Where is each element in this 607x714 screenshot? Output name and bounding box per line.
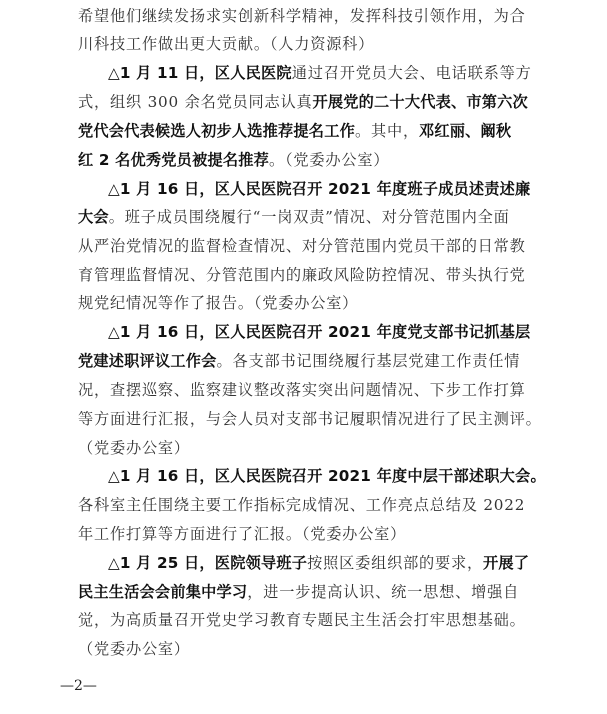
- bold-text-span: 邓红丽、阚秋: [418, 122, 512, 140]
- text-line-15: [78, 409, 548, 429]
- text-line-18: [78, 495, 548, 515]
- bold-text-span: 党建述职评议工作会: [78, 352, 217, 370]
- text-line-5: [78, 121, 548, 141]
- text-line-3: [108, 63, 548, 83]
- text-span: 。班子成员围绕履行“一岗双责”情况、对分管范围内全面: [108, 208, 510, 226]
- text-span: 况，查摆巡察、监察建议整改落实突出问题情况、下步工作打算: [78, 381, 526, 399]
- bold-text-span: △1 月 11 日，区人民医院: [108, 64, 292, 82]
- bold-text-span: △1 月 16 日，区人民医院召开 2021 年度班子成员述责述廉: [108, 180, 531, 198]
- text-span: 从严治党情况的监督检查情况、对分管范围内党员干部的日常教: [78, 237, 526, 255]
- text-line-19: [78, 524, 548, 544]
- bold-text-span: 开展党的二十大代表、市第六次: [312, 93, 528, 111]
- text-span: 按照区委组织部的要求，: [307, 554, 484, 572]
- text-span: 通过召开党员大会、电话联系等方: [291, 64, 532, 82]
- text-span: （党委办公室）: [78, 640, 190, 658]
- text-span: 希望他们继续发扬求实创新科学精神，发挥科技引领作用，为合: [78, 7, 526, 25]
- text-span: 育管理监督情况、分管范围内的廉政风险防控情况、带头执行党: [78, 266, 526, 284]
- text-line-16: [78, 438, 548, 458]
- bold-text-span: 党代会代表候选人初步人选推荐提名工作: [78, 122, 355, 140]
- text-line-9: [78, 236, 548, 256]
- text-span: 规党纪情况等作了报告。（党委办公室）: [78, 294, 359, 312]
- bold-text-span: △1 月 16 日，区人民医院召开 2021 年度党支部书记抓基层: [108, 323, 531, 341]
- text-span: 。各支部书记围绕履行基层党建工作责任情: [216, 352, 521, 370]
- text-line-6: [78, 150, 548, 170]
- text-span: （党委办公室）: [78, 439, 190, 457]
- text-span: ，进一步提高认识、统一思想、增强自: [247, 583, 520, 601]
- text-span: 。（党委办公室）: [269, 151, 390, 169]
- page-number: —2—: [60, 678, 97, 694]
- bold-text-span: 红 2 名优秀党员被提名推荐: [78, 151, 270, 169]
- text-line-8: [78, 207, 548, 227]
- text-span: 等方面进行汇报，与会人员对支部书记履职情况进行了民主测评。: [78, 410, 542, 428]
- text-line-1: [78, 6, 548, 26]
- bold-text-span: 民主生活会会前集中学习: [78, 583, 248, 601]
- text-line-21: [78, 582, 548, 602]
- text-line-12: [108, 322, 548, 342]
- text-span: 。其中，: [354, 122, 419, 140]
- text-line-4: [78, 92, 548, 112]
- bold-text-span: △1 月 25 日，医院领导班子: [108, 554, 308, 572]
- text-line-2: [78, 34, 548, 54]
- text-span: 川科技工作做出更大贡献。（人力资源科）: [78, 35, 375, 53]
- text-line-13: [78, 351, 548, 371]
- text-line-11: [78, 293, 548, 313]
- text-span: 各科室主任围绕主要工作指标完成情况、工作亮点总结及 2022: [78, 496, 526, 514]
- text-line-14: [78, 380, 548, 400]
- text-span: 式，组织 300 余名党员同志认真: [78, 93, 313, 111]
- text-line-17: [108, 466, 548, 486]
- text-line-20: [108, 553, 548, 573]
- text-line-22: [78, 610, 548, 630]
- bold-text-span: 大会: [78, 208, 109, 226]
- text-line-23: [78, 639, 548, 659]
- text-line-7: [108, 179, 548, 199]
- bold-text-span: 开展了: [483, 554, 530, 572]
- text-span: 年工作打算等方面进行了汇报。（党委办公室）: [78, 525, 407, 543]
- bold-text-span: △1 月 16 日，区人民医院召开 2021 年度中层干部述职大会。: [108, 467, 546, 485]
- text-line-10: [78, 265, 548, 285]
- text-span: 觉，为高质量召开党史学习教育专题民主生活会打牢思想基础。: [78, 611, 526, 629]
